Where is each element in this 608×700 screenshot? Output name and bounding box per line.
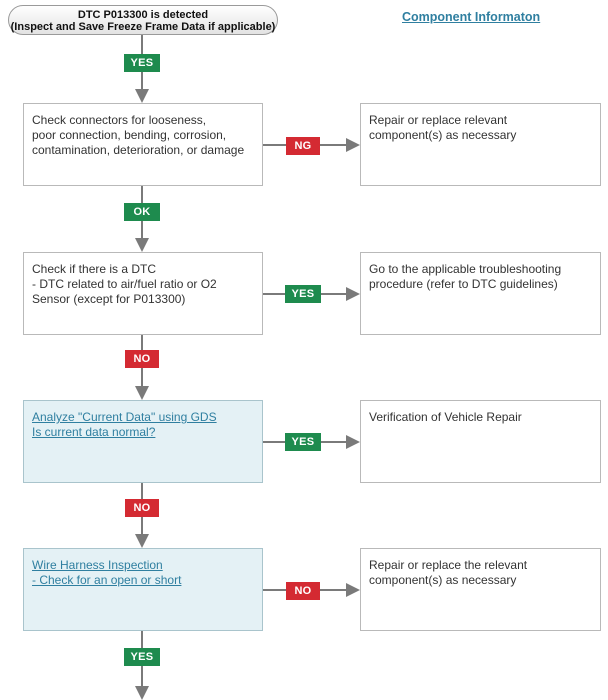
wire-harness-inspection-link[interactable]: Wire Harness Inspection (32, 558, 163, 572)
start-node (8, 5, 278, 35)
arrow-down-icon (135, 386, 149, 400)
start-title: DTC P013300 is detected (77, 9, 209, 21)
result-verification (360, 400, 601, 483)
ok-badge: OK (124, 203, 160, 221)
arrow-down-icon (135, 238, 149, 252)
step-connector-check (23, 103, 263, 186)
step-text-line: Check if there is a DTC (32, 262, 157, 276)
yes-badge: YES (285, 433, 321, 451)
arrow-down-icon (135, 534, 149, 548)
yes-badge: YES (285, 285, 321, 303)
result-text-line: component(s) as necessary (369, 573, 517, 587)
ng-badge: NG (286, 137, 320, 155)
step-text-line: poor connection, bending, corrosion, (32, 128, 227, 142)
result-text-line: component(s) as necessary (369, 128, 517, 142)
step-text-line: Sensor (except for P013300) (32, 292, 186, 306)
step-text-line: - DTC related to air/fuel ratio or O2 (32, 277, 217, 291)
step-text-line: Check connectors for looseness, (32, 113, 207, 127)
yes-badge: YES (124, 54, 160, 72)
arrow-down-icon (135, 89, 149, 103)
step-analyze-current-data (23, 400, 263, 483)
arrow-right-icon (346, 138, 360, 152)
analyze-current-data-link[interactable]: Analyze "Current Data" using GDS (32, 410, 217, 424)
result-text-line: procedure (refer to DTC guidelines) (369, 277, 558, 291)
start-subtitle: (Inspect and Save Freeze Frame Data if applicable) (10, 21, 276, 33)
yes-badge: YES (124, 648, 160, 666)
no-badge: NO (125, 499, 159, 517)
arrow-right-icon (346, 287, 360, 301)
arrow-right-icon (346, 583, 360, 597)
check-open-short-link[interactable]: - Check for an open or short (32, 573, 182, 587)
result-text-line: Repair or replace relevant (369, 113, 508, 127)
component-information-link[interactable]: Component Informaton (402, 10, 541, 24)
result-repair-component (360, 103, 601, 186)
result-text-line: Go to the applicable troubleshooting (369, 262, 562, 276)
arrow-down-icon (135, 686, 149, 700)
step-text-line: contamination, deterioration, or damage (32, 143, 245, 157)
arrow-right-icon (346, 435, 360, 449)
result-troubleshooting (360, 252, 601, 335)
no-badge: NO (286, 582, 320, 600)
result-text-line: Verification of Vehicle Repair (369, 410, 522, 424)
current-data-normal-link[interactable]: Is current data normal? (32, 425, 156, 439)
step-check-dtc (23, 252, 263, 335)
result-repair-relevant-component (360, 548, 601, 631)
result-text-line: Repair or replace the relevant (369, 558, 528, 572)
no-badge: NO (125, 350, 159, 368)
step-wire-harness-inspection (23, 548, 263, 631)
